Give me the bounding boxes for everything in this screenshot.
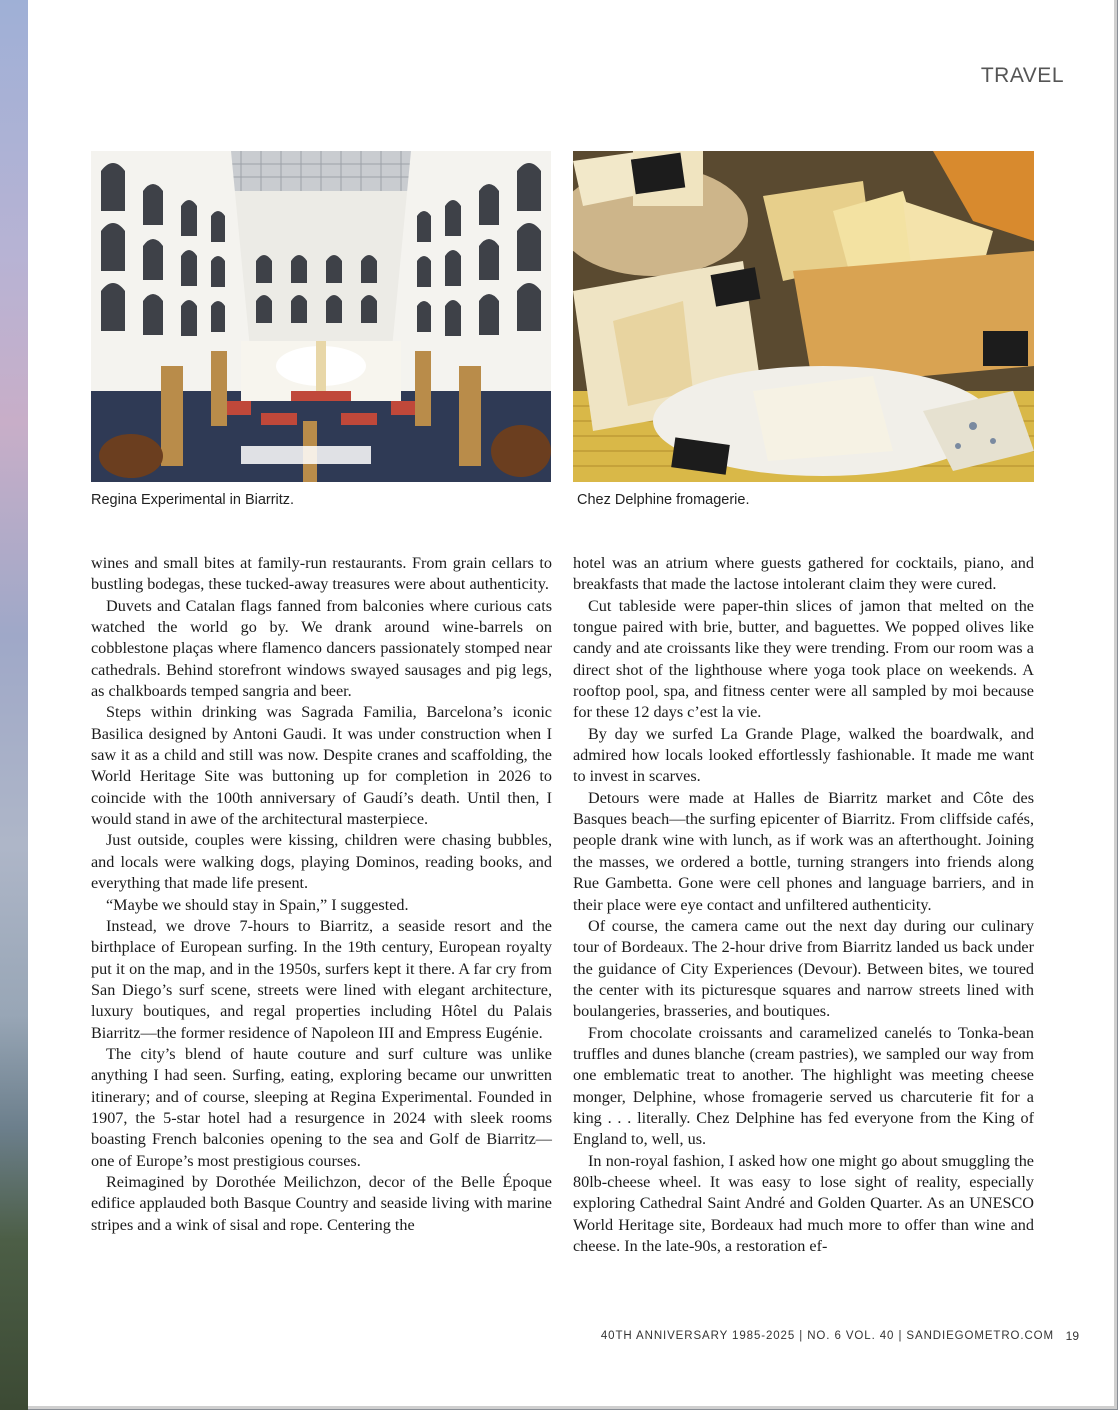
paragraph: hotel was an atrium where guests gathered for cocktails, piano, and breakfasts that made the lactose intolerant claim they were cured.: [573, 554, 1034, 594]
page-footer: 40TH ANNIVERSARY 1985-2025 | NO. 6 VOL. 40 | SANDIEGOMETRO.COM: [600, 1330, 1054, 1342]
paragraph: wines and small bites at family-run restaurants. From grain cellars to bustling bodegas, these tucked-away treasures were about authenticity.: [91, 554, 552, 594]
paragraph: “Maybe we should stay in Spain,” I suggested.: [106, 895, 409, 914]
hotel-atrium-photo: [91, 151, 551, 482]
magazine-page: [28, 0, 1117, 1409]
paragraph: Steps within drinking was Sagrada Familia, Barcelona’s iconic Basilica designed by Antoni Gaudi. It was under construction when I saw it as a child and still was now. Despite cranes and scaffolding, the World Heritage Site was buttoning up for completion in 2026 to coincide with the 100th anniversary of Gaudí’s death. Until then, I would stand in awe of the architectural masterpiece.: [91, 703, 552, 829]
section-label: TRAVEL: [980, 64, 1064, 87]
cheese-display-photo: [573, 151, 1034, 482]
paragraph: The city’s blend of haute couture and surf culture was unlike anything I had seen. Surfing, eating, exploring became our unwritten itinerary; and of course, sleeping at Regina Experimental. Founded in 1907, the 5-star hotel had a resurgence in 2024 with sleek rooms boasting French balconies opening to the sea and Golf de Biarritz—one of Europe’s most prestigious courses.: [91, 1044, 552, 1170]
cheese-display-illustration: [573, 151, 1034, 482]
paragraph: Detours were made at Halles de Biarritz market and Côte des Basques beach—the surfing epicenter of Biarritz. From cliffside cafés, people drank wine with lunch, as if work was an afterthought. Joining the masses, we ordered a bottle, turning strangers into friends along Rue Gambetta. Gone were cell phones and language barriers, and in their place were eye contact and unfiltered authenticity.: [573, 788, 1034, 914]
paragraph: Of course, the camera came out the next day during our culinary tour of Bordeaux. The 2-hour drive from Biarritz landed us back under the guidance of City Experiences (Devour). Between bites, we toured the center with its picturesque squares and narrow streets lined with boulangeries, brasseries, and boutiques.: [573, 916, 1034, 1021]
left-text-column: [91, 553, 552, 1236]
right-photo-caption: Chez Delphine fromagerie.: [577, 492, 750, 508]
paragraph: By day we surfed La Grande Plage, walked the boardwalk, and admired how locals looked effortlessly fashionable. It made me want to invest in scarves.: [573, 724, 1034, 786]
page-number: 19: [1065, 1329, 1079, 1343]
paragraph: Instead, we drove 7-hours to Biarritz, a seaside resort and the birthplace of European surfing. In the 19th century, European royalty put it on the map, and in the 1950s, surfers kept it there. A far cry from San Diego’s surf scene, streets were lined with elegant architecture, luxury boutiques, and regal properties including Hôtel du Palais Biarritz—the former residence of Napoleon III and Empress Eugénie.: [91, 916, 552, 1042]
left-photo-caption: Regina Experimental in Biarritz.: [91, 492, 295, 508]
paragraph: Just outside, couples were kissing, children were chasing bubbles, and locals were walking dogs, playing Dominos, reading books, and everything that made life present.: [91, 831, 552, 893]
right-text-column: [573, 553, 1034, 1257]
paragraph: In non-royal fashion, I asked how one might go about smuggling the 80lb-cheese wheel. It was easy to lose sight of reality, especially exploring Cathedral Saint André and Golden Quarter. As an UNESCO World Heritage site, Bordeaux had much more to offer than wine and cheese. In the late-90s, a restoration ef-: [573, 1151, 1034, 1255]
paragraph: Duvets and Catalan flags fanned from balconies where curious cats watched the world go by. We drank around wine-barrels on cobblestone plaças where flamenco dancers passionately stomped near cathedrals. Behind storefront windows swayed sausages and pig legs, as chalkboards temped sangria and beer.: [91, 596, 552, 701]
adjacent-page-edge: [0, 0, 28, 1410]
paragraph: Reimagined by Dorothée Meilichzon, decor of the Belle Époque edifice applauded both Basque Country and seaside living with marine stripes and a wink of sisal and rope. Centering the: [91, 1172, 552, 1234]
paragraph: Cut tableside were paper-thin slices of jamon that melted on the tongue paired with brie, butter, and baguettes. We popped olives like candy and ate croissants like they were trending. From our room was a direct shot of the lighthouse where yoga took place on weekends. A rooftop pool, spa, and fitness center were all sampled by moi because for these 12 days c’est la vie.: [573, 596, 1034, 722]
paragraph: From chocolate croissants and caramelized canelés to Tonka-bean truffles and dunes blanche (cream pastries), we sampled our way from one emblematic treat to another. The highlight was meeting cheese monger, Delphine, whose fromagerie served us charcuterie fit for a king . . . literally. Chez Delphine has fed everyone from the King of England to, well, us.: [573, 1023, 1034, 1149]
hotel-atrium-illustration: [91, 151, 551, 482]
